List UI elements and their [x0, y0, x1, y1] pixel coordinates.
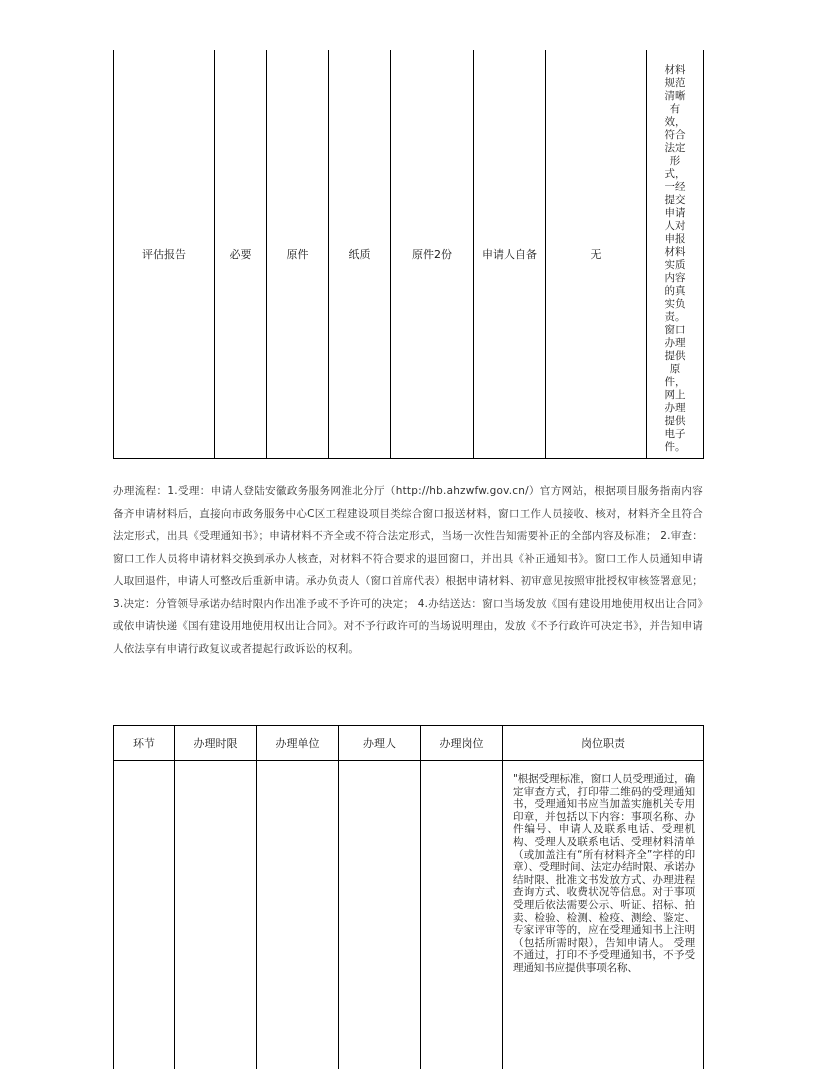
header-handler: 办理人 — [339, 726, 421, 761]
material-note-cell — [647, 50, 704, 459]
position-cell — [421, 761, 503, 1069]
materials-table — [113, 50, 704, 459]
duty-table — [113, 725, 704, 1069]
header-time-limit: 办理时限 — [175, 726, 257, 761]
material-note-text: 材料规范清晰有效，符合法定形式，一经提交申请人对申报材料实质内容的真实负责。窗口办理提供原件，网上办理提供电子件。 — [664, 64, 686, 454]
material-example-cell: 无 — [546, 50, 647, 459]
material-type-cell: 原件 — [267, 50, 329, 459]
header-unit: 办理单位 — [257, 726, 339, 761]
table-row — [114, 761, 704, 1069]
header-position: 办理岗位 — [421, 726, 503, 761]
header-stage: 环节 — [114, 726, 175, 761]
process-description: 办理流程：1.受理：申请人登陆安徽政务服务网淮北分厅（http://hb.ahzwfw.gov.cn/）官方网站，根据项目服务指南内容备齐申请材料后，直接向市政务服务中心C区工程建设项目类综合窗口报送材料，窗口工作人员接收、核对，材料齐全且符合法定形式，出具《受理通知书》；申请材料不齐全或不符合法定形式，当场一次性告知需要补正的全部内容及标准； 2.审查：窗口工作人员将申请材料交换到承办人核查，对材料不符合要求的退回窗口，并出具《补正通知书》。窗口工作人员通知申请人取回退件，申请人可整改后重新申请。承办负责人（窗口首席代表）根据申请材料、初审意见按照审批授权审核签署意见； 3.决定：分管领导承诺办结时限内作出准予或不予许可的决定； 4.办结送达：窗口当场发放《国有建设用地使用权出让合同》或依申请快递《国有建设用地使用权出让合同》。对不予行政许可的当场说明理由，发放《不予行政许可决定书》，并告知申请人依法享有申请行政复议或者提起行政诉讼的权利。 — [113, 480, 703, 660]
unit-cell — [257, 761, 339, 1069]
material-copies-cell: 原件2份 — [391, 50, 474, 459]
material-source-cell: 申请人自备 — [474, 50, 546, 459]
material-form-cell: 纸质 — [329, 50, 391, 459]
table-header-row — [114, 726, 704, 761]
material-required-cell: 必要 — [215, 50, 267, 459]
stage-cell — [114, 761, 175, 1069]
duty-cell: "根据受理标准，窗口人员受理通过，确定审查方式，打印带二维码的受理通知书，受理通知书应当加盖实施机关专用印章，并包括以下内容：事项名称、办件编号、申请人及联系电话、受理机构、受理人及联系电话、受理材料清单（或加盖注有“所有材料齐全”字样的印章）、受理时间、法定办结时限、承诺办结时限、批准文书发放方式、办理进程查询方式、收费状况等信息。对于事项受理后依法需要公示、听证、招标、拍卖、检验、检测、检疫、测绘、鉴定、专家评审等的，应在受理通知书上注明（包括所需时限），告知申请人。 受理不通过，打印不予受理通知书，不予受理通知书应提供事项名称、 — [503, 761, 704, 1069]
handler-cell — [339, 761, 421, 1069]
material-name-cell: 评估报告 — [114, 50, 215, 459]
header-duty: 岗位职责 — [503, 726, 704, 761]
time-limit-cell — [175, 761, 257, 1069]
table-row — [114, 50, 704, 459]
